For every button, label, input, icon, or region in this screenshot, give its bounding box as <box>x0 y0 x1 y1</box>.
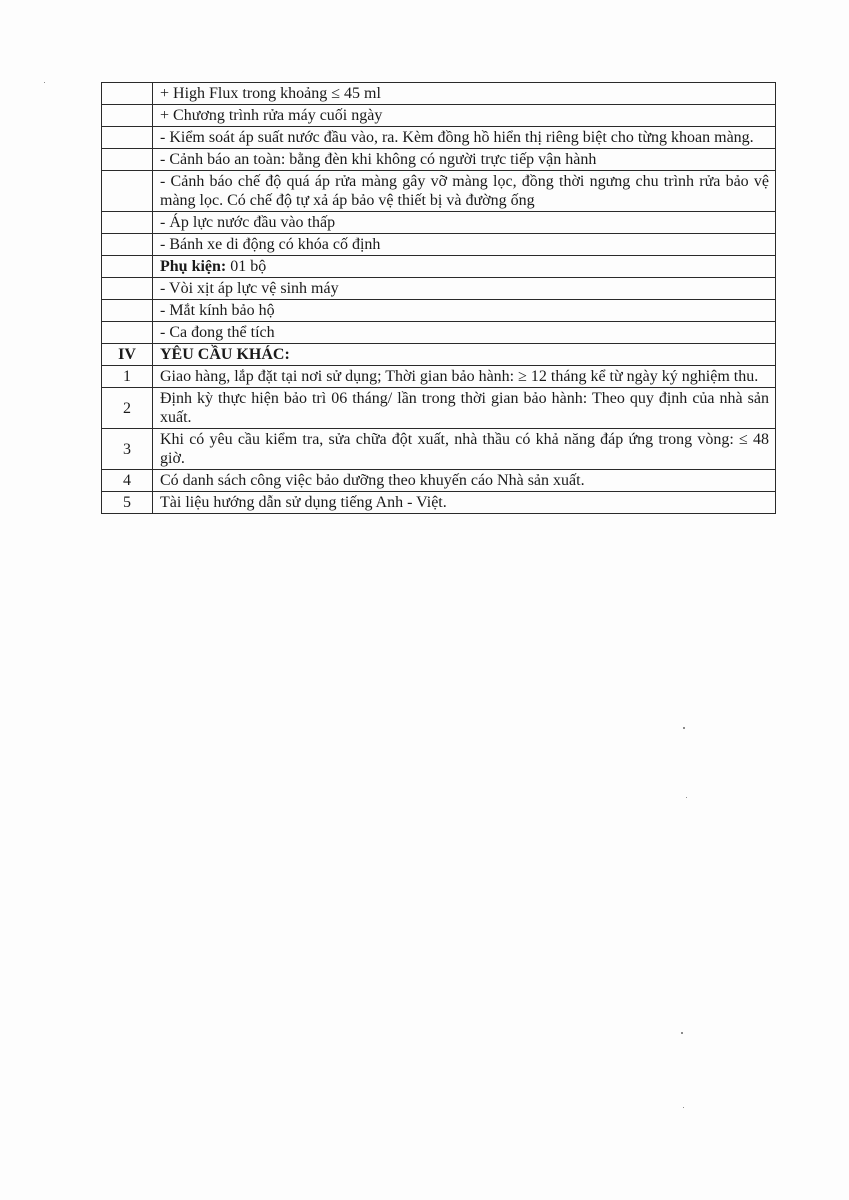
table-row <box>102 234 776 256</box>
specification-table <box>101 82 776 514</box>
table-row <box>102 212 776 234</box>
scan-speck <box>44 82 45 83</box>
row-number <box>102 149 153 171</box>
table-row <box>102 278 776 300</box>
row-text: - Áp lực nước đầu vào thấp <box>153 212 776 234</box>
row-number <box>102 256 153 278</box>
section-number: IV <box>102 344 153 366</box>
row-number <box>102 234 153 256</box>
row-text: Định kỳ thực hiện bảo trì 06 tháng/ lần trong thời gian bảo hành: Theo quy định của nhà sản xuất. <box>153 388 776 429</box>
row-number <box>102 127 153 149</box>
row-number: 1 <box>102 366 153 388</box>
row-text: Có danh sách công việc bảo dưỡng theo khuyến cáo Nhà sản xuất. <box>153 470 776 492</box>
scan-speck <box>683 727 685 729</box>
table-row <box>102 83 776 105</box>
table-row <box>102 492 776 514</box>
table-row <box>102 322 776 344</box>
row-text: Khi có yêu cầu kiểm tra, sửa chữa đột xuất, nhà thầu có khả năng đáp ứng trong vòng: ≤ 48 giờ. <box>153 429 776 470</box>
row-text: - Mắt kính bảo hộ <box>153 300 776 322</box>
row-text: Giao hàng, lắp đặt tại nơi sử dụng; Thời gian bảo hành: ≥ 12 tháng kể từ ngày ký nghiệm thu. <box>153 366 776 388</box>
row-number <box>102 212 153 234</box>
table-row <box>102 429 776 470</box>
row-number: 4 <box>102 470 153 492</box>
section-header-row <box>102 344 776 366</box>
row-number <box>102 278 153 300</box>
row-text: + High Flux trong khoảng ≤ 45 ml <box>153 83 776 105</box>
table-row <box>102 366 776 388</box>
scan-speck <box>683 1107 684 1108</box>
table-row <box>102 470 776 492</box>
row-number <box>102 171 153 212</box>
table-row <box>102 127 776 149</box>
row-number: 5 <box>102 492 153 514</box>
row-number <box>102 105 153 127</box>
table-row <box>102 105 776 127</box>
table-row <box>102 388 776 429</box>
table-row <box>102 300 776 322</box>
accessories-label: Phụ kiện: <box>160 258 227 275</box>
row-number: 2 <box>102 388 153 429</box>
row-number <box>102 300 153 322</box>
scan-speck <box>686 797 687 798</box>
row-number <box>102 83 153 105</box>
row-text: - Kiểm soát áp suất nước đầu vào, ra. Kèm đồng hồ hiển thị riêng biệt cho từng khoan màng. <box>153 127 776 149</box>
row-text: - Bánh xe di động có khóa cố định <box>153 234 776 256</box>
accessories-quantity: 01 bộ <box>226 258 267 275</box>
row-text-accessories <box>153 256 776 278</box>
row-text: + Chương trình rửa máy cuối ngày <box>153 105 776 127</box>
section-title: YÊU CẦU KHÁC: <box>153 344 776 366</box>
row-text: Tài liệu hướng dẫn sử dụng tiếng Anh - Việt. <box>153 492 776 514</box>
row-text: - Cảnh báo chế độ quá áp rửa màng gây vỡ màng lọc, đồng thời ngưng chu trình rửa bảo vệ màng lọc. Có chế độ tự xả áp bảo vệ thiết bị và đường ống <box>153 171 776 212</box>
row-number: 3 <box>102 429 153 470</box>
row-text: - Ca đong thể tích <box>153 322 776 344</box>
table-row <box>102 256 776 278</box>
table-row <box>102 149 776 171</box>
table-row <box>102 171 776 212</box>
scan-speck <box>681 1032 683 1034</box>
row-number <box>102 322 153 344</box>
row-text: - Cảnh báo an toàn: bằng đèn khi không có người trực tiếp vận hành <box>153 149 776 171</box>
row-text: - Vòi xịt áp lực vệ sinh máy <box>153 278 776 300</box>
